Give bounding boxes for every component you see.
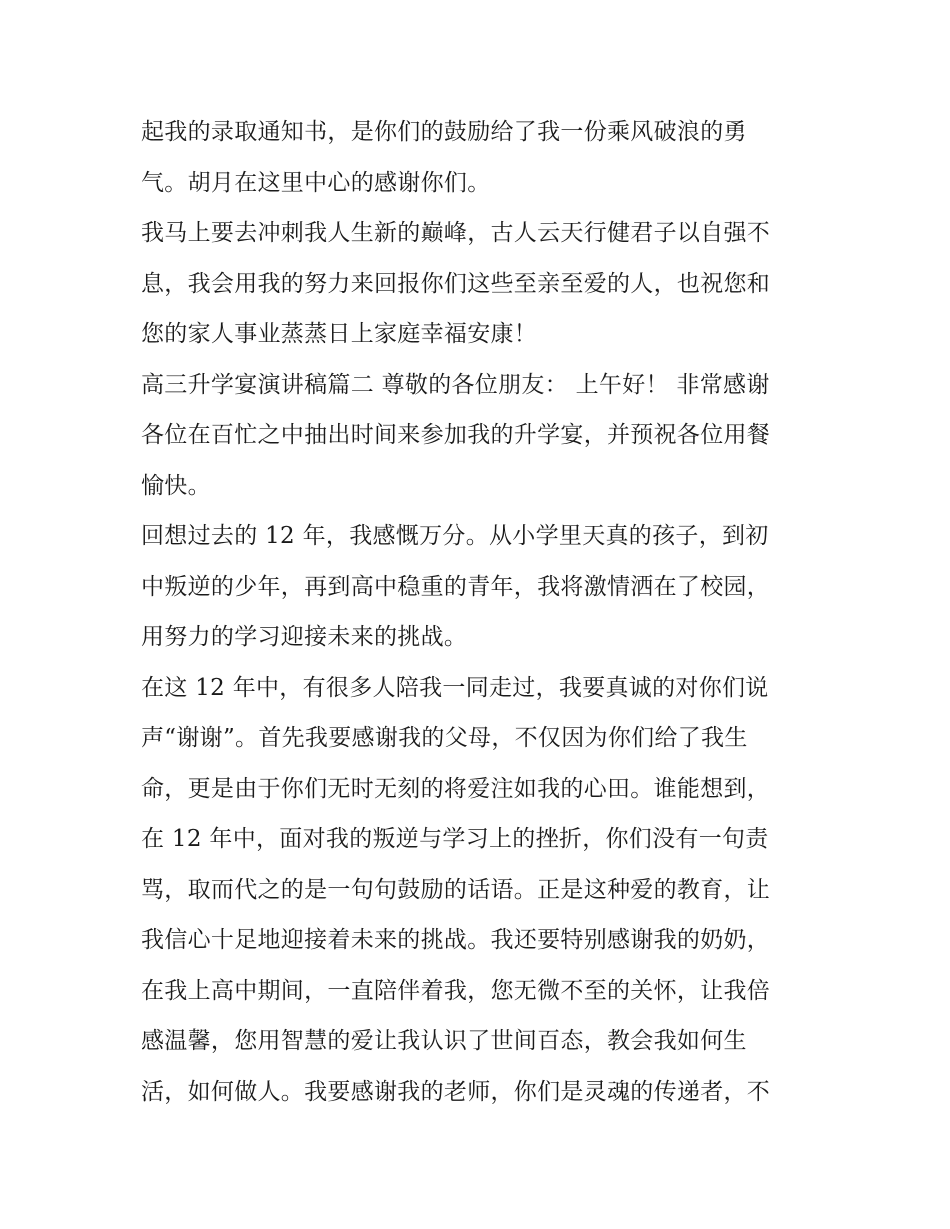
text-line: 命，更是由于你们无时无刻的将爱注如我的心田。谁能想到， — [141, 775, 771, 802]
document-body — [141, 107, 821, 1117]
text-line: 息，我会用我的努力来回报你们这些至亲至爱的人，也祝您和 — [141, 270, 771, 297]
text-line: 用努力的学习迎接未来的挑战。 — [141, 624, 468, 650]
text-line: 气。胡月在这里中心的感谢你们。 — [141, 169, 491, 196]
text-line: 在我上高中期间，一直陪伴着我，您无微不至的关怀，让我倍 — [141, 977, 771, 1004]
text-line: 中叛逆的少年，再到高中稳重的青年，我将激情洒在了校园， — [141, 573, 771, 600]
text-line: 我信心十足地迎接着未来的挑战。我还要特别感谢我的奶奶， — [141, 927, 771, 953]
text-line: 各位在百忙之中抽出时间来参加我的升学宴，并预祝各位用餐 — [141, 422, 771, 448]
text-line: 活，如何做人。我要感谢我的老师，你们是灵魂的传递者，不 — [141, 1078, 771, 1105]
text-line: 在这 12 年中，有很多人陪我一同走过，我要真诚的对你们说 — [141, 674, 769, 701]
text-line: 我马上要去冲刺我人生新的巅峰，古人云天行健君子以自强不 — [141, 220, 771, 246]
text-line: 骂，取而代之的是一句句鼓励的话语。正是这种爱的教育，让 — [141, 876, 771, 903]
text-line: 感温馨，您用智慧的爱让我认识了世间百态，教会我如何生 — [141, 1028, 747, 1054]
text-line: 在 12 年中，面对我的叛逆与学习上的挫折，你们没有一句责 — [141, 826, 769, 852]
text-line: 愉快。 — [141, 472, 211, 499]
text-line: 高三升学宴演讲稿篇二 尊敬的各位朋友： 上午好！ 非常感谢 — [141, 371, 770, 398]
text-line: 回想过去的 12 年，我感慨万分。从小学里天真的孩子，到初 — [141, 523, 769, 549]
text-line: 您的家人事业蒸蒸日上家庭幸福安康！ — [141, 321, 538, 347]
text-line: 声“谢谢”。首先我要感谢我的父母，不仅因为你们给了我生 — [141, 725, 748, 751]
text-line: 起我的录取通知书，是你们的鼓励给了我一份乘风破浪的勇 — [141, 119, 747, 145]
